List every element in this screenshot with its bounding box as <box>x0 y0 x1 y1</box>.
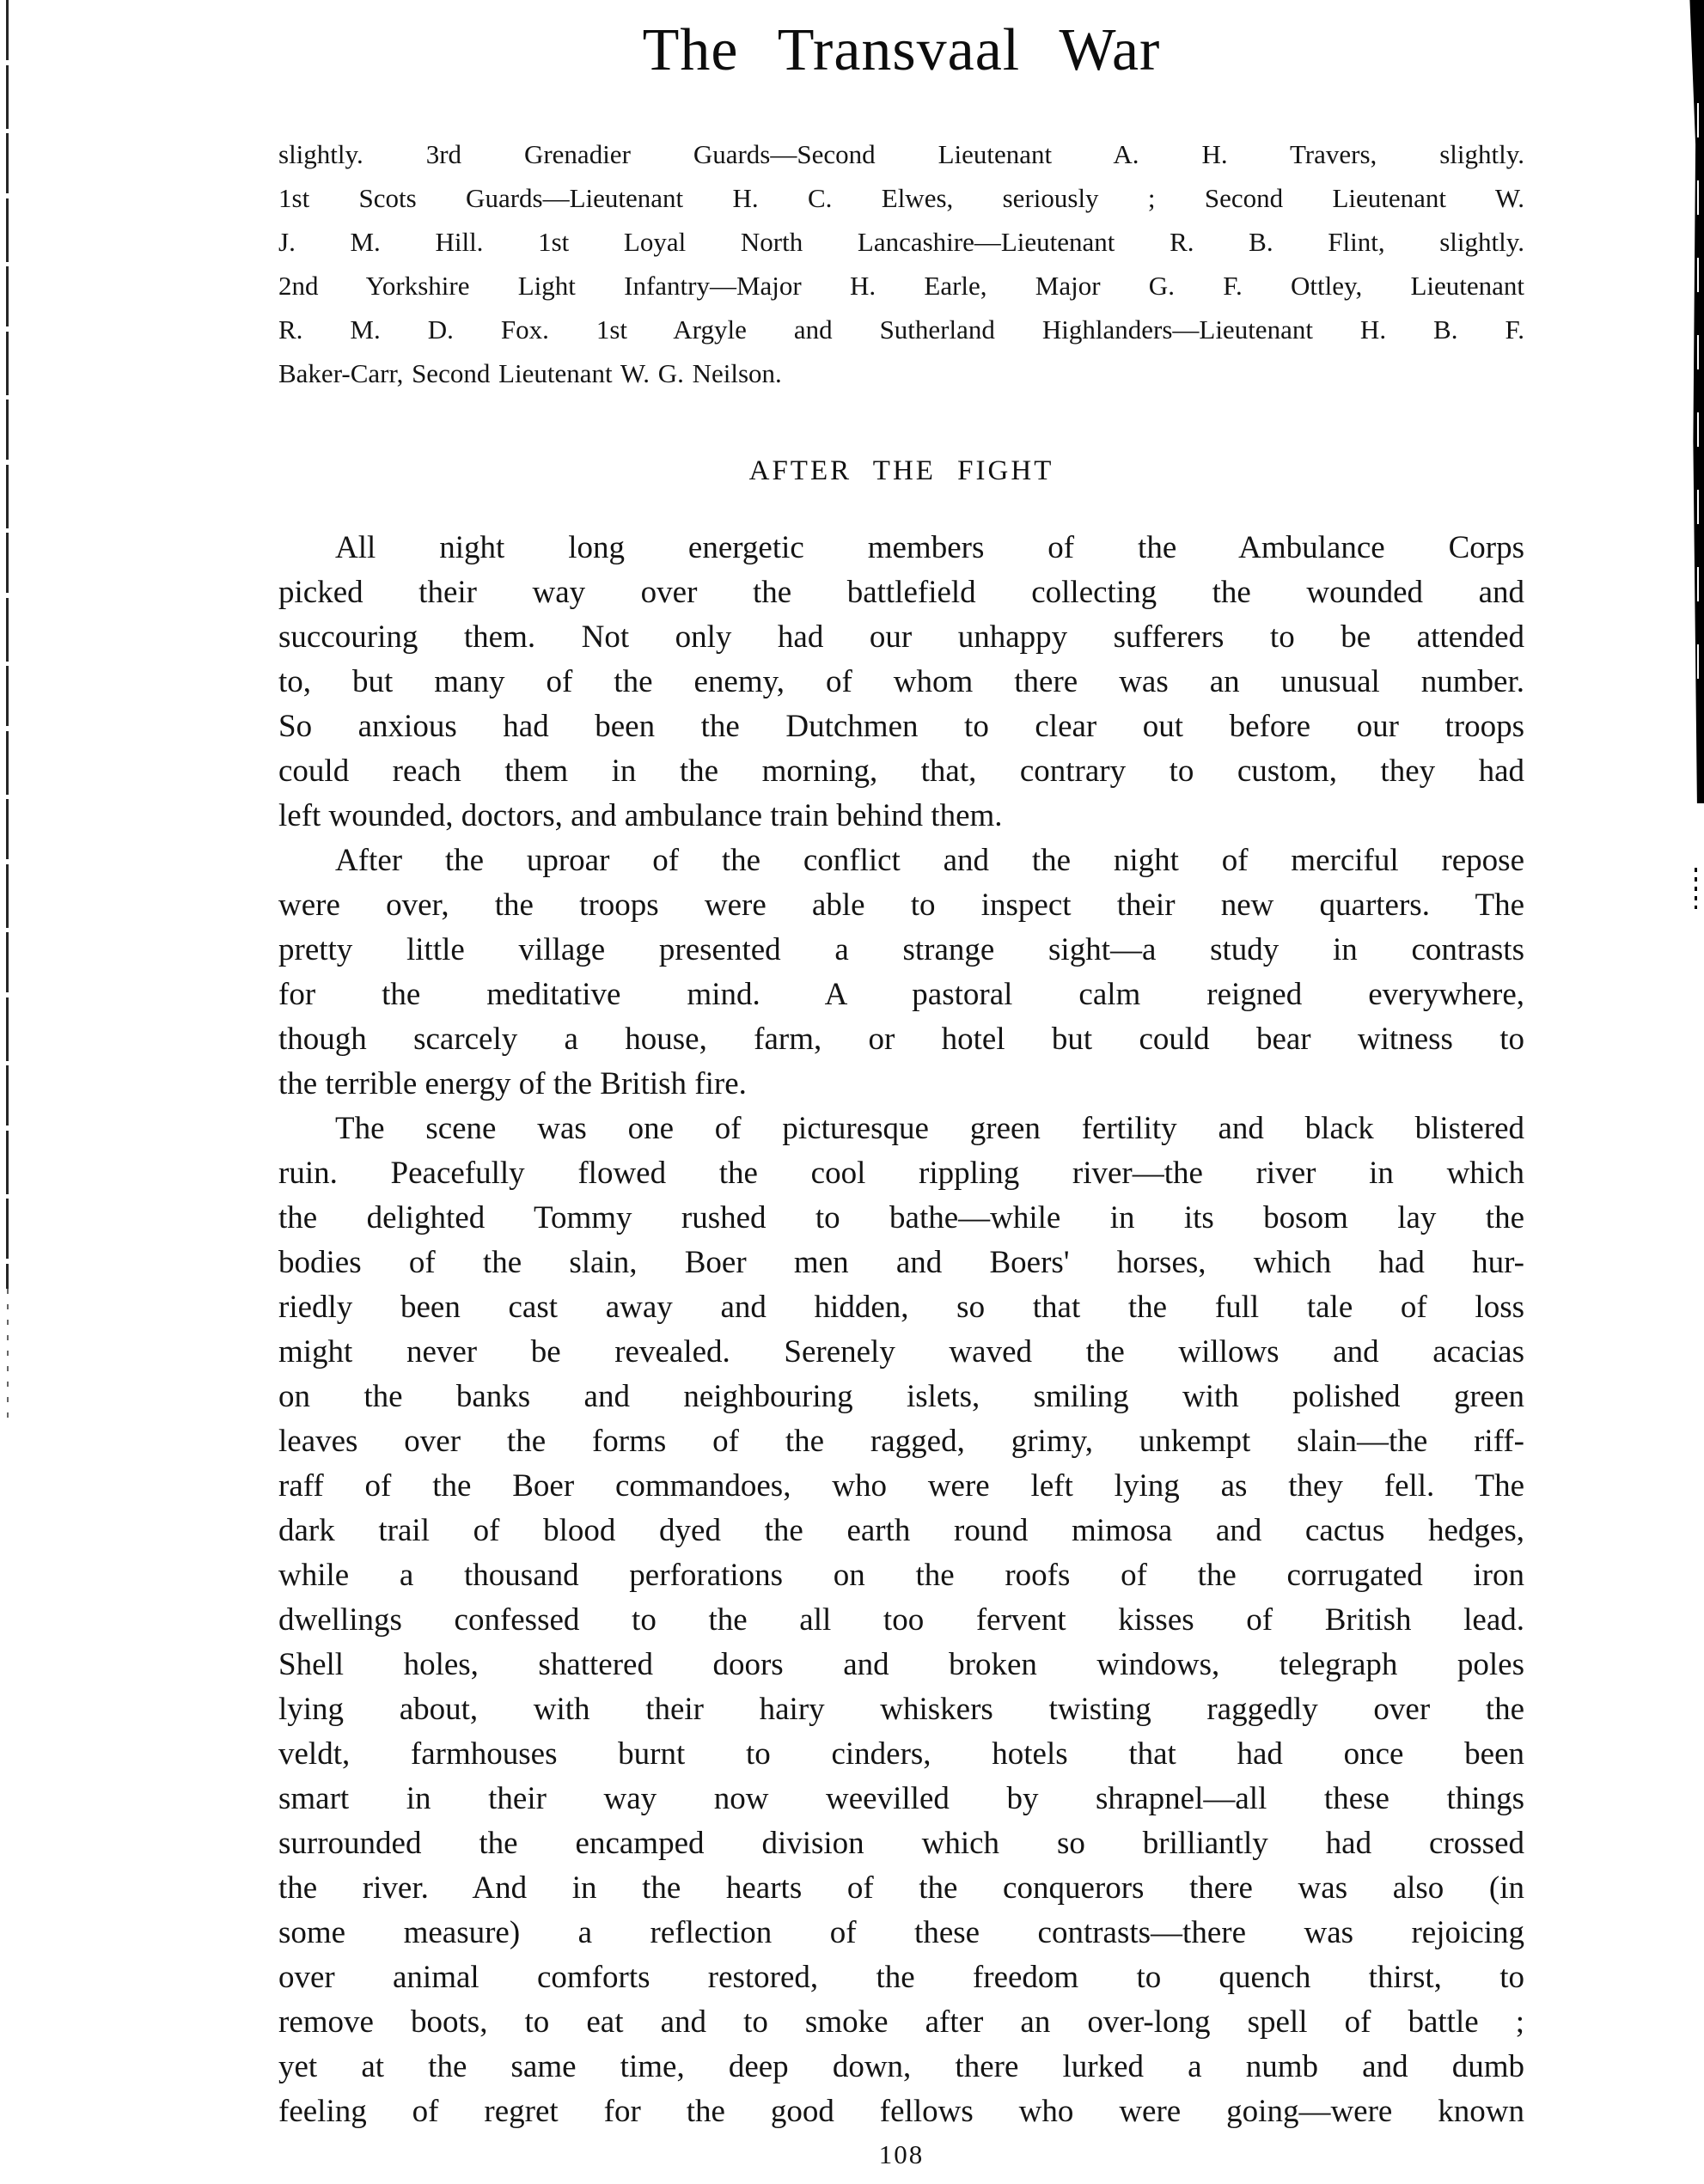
page-title: The Transvaal War <box>642 17 1161 83</box>
text-line: for the meditative mind. A pastoral calm reigned everywhere, <box>278 977 1524 1012</box>
text-line: remove boots, to eat and to smoke after an over-long spell of battle ; <box>278 2004 1524 2040</box>
text-line: feeling of regret for the good fellows who were going—were known <box>278 2094 1524 2129</box>
text-line: 1st Scots Guards—Lieutenant H. C. Elwes, seriously ; Second Lieutenant W. <box>278 183 1524 213</box>
text-line: veldt, farmhouses burnt to cinders, hotels that had once been <box>278 1736 1524 1772</box>
section-heading: AFTER THE FIGHT <box>748 455 1054 486</box>
body-text <box>278 526 1524 2134</box>
text-line: dark trail of blood dyed the earth round mimosa and cactus hedges, <box>278 1513 1524 1548</box>
text-line: J. M. Hill. 1st Loyal North Lancashire—Lieutenant R. B. Flint, slightly. <box>278 227 1524 257</box>
text-line: riedly been cast away and hidden, so that the full tale of loss <box>278 1290 1524 1325</box>
text-line: picked their way over the battlefield collecting the wounded and <box>278 575 1524 610</box>
text-line: yet at the same time, deep down, there lurked a numb and dumb <box>278 2049 1524 2084</box>
text-line: the river. And in the hearts of the conquerors there was also (in <box>278 1870 1524 1906</box>
text-line: dwellings confessed to the all too fervent kisses of British lead. <box>278 1602 1524 1638</box>
page-edge-right-bar <box>1689 0 1704 803</box>
text-line: raff of the Boer commandoes, who were left lying as they fell. The <box>278 1468 1524 1504</box>
text-line: pretty little village presented a strange sight—a study in contrasts <box>278 932 1524 967</box>
text-line: surrounded the encamped division which so brilliantly had crossed <box>278 1826 1524 1861</box>
page-number: 108 <box>878 2139 925 2169</box>
text-line: slightly. 3rd Grenadier Guards—Second Lieutenant A. H. Travers, slightly. <box>278 139 1524 169</box>
text-line: 2nd Yorkshire Light Infantry—Major H. Earle, Major G. F. Ottley, Lieutenant <box>278 271 1524 301</box>
page-edge-left-line <box>6 0 9 1289</box>
paragraph <box>278 839 1524 1107</box>
text-line: over animal comforts restored, the freedom to quench thirst, to <box>278 1960 1524 1995</box>
text-line: ruin. Peacefully flowed the cool rippling river—the river in which <box>278 1156 1524 1191</box>
casualty-list-paragraph <box>278 132 1524 395</box>
text-line: After the uproar of the conflict and the night of merciful repose <box>335 843 1524 878</box>
text-line: succouring them. Not only had our unhappy sufferers to be attended <box>278 619 1524 655</box>
text-line: the delighted Tommy rushed to bathe—while in its bosom lay the <box>278 1200 1524 1235</box>
text-line: while a thousand perforations on the roofs of the corrugated iron <box>278 1558 1524 1593</box>
text-line: though scarcely a house, farm, or hotel but could bear witness to <box>278 1022 1524 1057</box>
text-line: some measure) a reflection of these contrasts—there was rejoicing <box>278 1915 1524 1950</box>
text-line: to, but many of the enemy, of whom there was an unusual number. <box>278 664 1524 699</box>
text-column <box>278 0 1524 2172</box>
text-line: the terrible energy of the British fire. <box>278 1066 747 1101</box>
text-line: leaves over the forms of the ragged, grimy, unkempt slain—the riff- <box>278 1424 1524 1459</box>
text-line: R. M. D. Fox. 1st Argyle and Sutherland Highlanders—Lieutenant H. B. F. <box>278 314 1524 345</box>
text-line: The scene was one of picturesque green fertility and black blistered <box>335 1111 1524 1146</box>
text-line: on the banks and neighbouring islets, smiling with polished green <box>278 1379 1524 1414</box>
text-line: Baker-Carr, Second Lieutenant W. G. Neilson. <box>278 358 782 388</box>
text-line: All night long energetic members of the Ambulance Corps <box>335 530 1524 565</box>
text-line: bodies of the slain, Boer men and Boers' horses, which had hur- <box>278 1245 1524 1280</box>
page-edge-left-line-tail <box>7 1289 9 1426</box>
text-line: might never be revealed. Serenely waved the willows and acacias <box>278 1334 1524 1370</box>
page-edge-right-highlight <box>1697 103 1699 705</box>
paragraph <box>278 1107 1524 2134</box>
text-line: were over, the troops were able to inspect their new quarters. The <box>278 888 1524 923</box>
paragraph <box>278 526 1524 839</box>
text-line: could reach them in the morning, that, contrary to custom, they had <box>278 753 1524 789</box>
text-line: left wounded, doctors, and ambulance train behind them. <box>278 798 1003 833</box>
page-edge-right-bar-tail <box>1695 868 1697 909</box>
text-line: smart in their way now weevilled by shrapnel—all these things <box>278 1781 1524 1816</box>
text-line: lying about, with their hairy whiskers twisting raggedly over the <box>278 1692 1524 1727</box>
text-line: So anxious had been the Dutchmen to clear out before our troops <box>278 709 1524 744</box>
text-line: Shell holes, shattered doors and broken windows, telegraph poles <box>278 1647 1524 1682</box>
